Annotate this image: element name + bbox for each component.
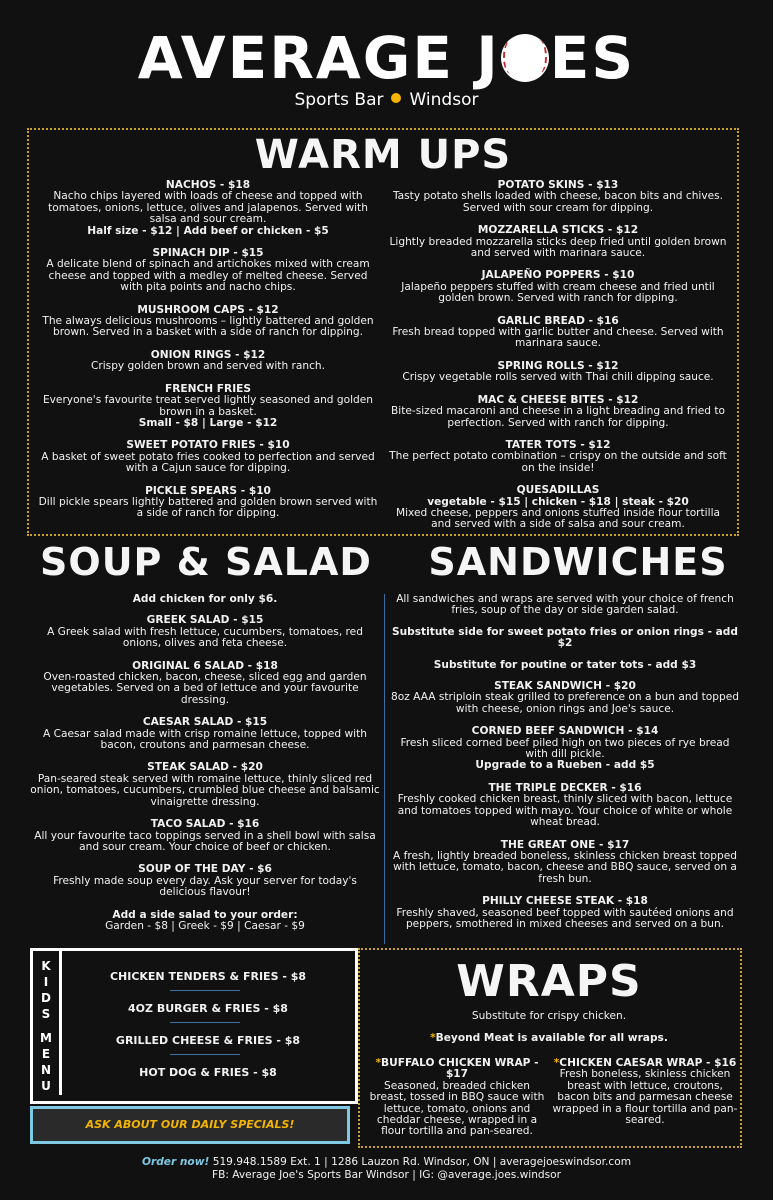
brand-text-end: ES: [549, 24, 636, 92]
kids-menu-letter: D: [41, 991, 51, 1005]
menu-item-description: Pan-seared steak served with romaine lettuce, thinly sliced red onion, tomatoes, cucumbers, crumbled blue cheese and balsamic vinaigrette dressing.: [30, 772, 380, 808]
footer-social: FB: Average Joe's Sports Bar Windsor | IG: @average.joes.windsor: [211, 1169, 561, 1181]
menu-item: [390, 783, 740, 829]
soup-salad-items: [30, 615, 380, 898]
footer-line-1: [0, 1156, 773, 1169]
wrap-description: Seasoned, breaded chicken breast, tossed in BBQ sauce with lettuce, tomato, onions and cheddar cheese, wrapped in a flour tortilla and pan-seared.: [369, 1079, 545, 1138]
kids-menu-letter: K: [41, 959, 51, 973]
menu-item-description: Freshly made soup every day. Ask your server for today's delicious flavour!: [53, 874, 357, 899]
footer: [0, 1156, 773, 1182]
kids-menu-letter: E: [41, 1047, 51, 1061]
menu-item-description: A fresh, lightly breaded boneless, skinless chicken breast topped with lettuce, tomato, bacon, cheese and BBQ sauce, served on a fresh bun.: [393, 849, 737, 885]
kids-menu-item: GRILLED CHEESE & FRIES - $8: [115, 1034, 301, 1047]
menu-item: [386, 440, 730, 474]
menu-item-name: POTATO SKINS - $13: [497, 179, 619, 191]
menu-item: [36, 305, 380, 339]
menu-item-name: JALAPEÑO POPPERS - $10: [481, 269, 635, 282]
menu-item-name: PHILLY CHEESE STEAK - $18: [482, 895, 648, 908]
soup-salad-note: Add chicken for only $6.: [132, 593, 278, 605]
menu-item: [36, 384, 380, 430]
menu-item-description: Nacho chips layered with loads of cheese and topped with tomatoes, onions, lettuce, olives and jalapenos. Served with salsa and sour cream.: [48, 190, 368, 226]
kids-menu-side-label: [33, 951, 62, 1095]
menu-item-description: The always delicious mushrooms – lightly battered and golden brown. Served in a basket with a side of ranch for dipping.: [42, 315, 374, 339]
menu-item-description: 8oz AAA striploin steak grilled to preference on a bun and topped with cheese, onion rings and Joe's sauce.: [391, 691, 739, 715]
star-icon: *: [375, 1057, 382, 1069]
menu-item: [386, 395, 730, 429]
menu-item: [386, 270, 730, 304]
menu-item-name: MOZZARELLA STICKS - $12: [477, 224, 639, 237]
menu-item-description: A Greek salad with fresh lettuce, cucumbers, tomatoes, red onions, olives and feta cheese.: [47, 625, 363, 650]
daily-specials-banner: ASK ABOUT OUR DAILY SPECIALS!: [30, 1106, 350, 1144]
menu-item: [30, 819, 380, 853]
subtitle-sports-bar: Sports Bar: [294, 90, 384, 110]
sandwiches-title: SANDWICHES: [428, 540, 728, 584]
menu-item: [390, 681, 740, 715]
sandwiches-substitute-2: Substitute for poutine or tater tots - add $3: [433, 658, 697, 671]
menu-item: [390, 726, 740, 772]
side-salad-title: Add a side salad to your order:: [112, 908, 298, 921]
menu-item-name: PICKLE SPEARS - $10: [145, 484, 271, 497]
menu-item-description: Freshly cooked chicken breast, thinly sliced with bacon, lettuce and tomatoes topped with mayo. Your choice of white or whole wheat bread.: [397, 793, 733, 829]
menu-item-description: Fresh sliced corned beef piled high on two pieces of rye bread with dill pickle.: [400, 736, 730, 761]
order-now-link[interactable]: Order now!: [141, 1156, 210, 1168]
kids-menu-item: 4OZ BURGER & FRIES - $8: [128, 1002, 288, 1015]
wrap-name-text: CHICKEN CAESAR WRAP - $16: [559, 1057, 737, 1069]
menu-item-description: A Caesar salad made with crisp romaine lettuce, topped with bacon, croutons and parmesan cheese.: [43, 727, 367, 752]
kids-menu-letter: U: [41, 1079, 51, 1093]
menu-item-description: Crispy golden brown and served with ranch.: [90, 360, 325, 373]
menu-item: [390, 840, 740, 886]
soup-salad-title: SOUP & SALAD: [40, 540, 372, 584]
kids-menu-item: CHICKEN TENDERS & FRIES - $8: [109, 970, 307, 983]
menu-item-name: QUESADILLAS: [516, 484, 600, 497]
menu-item-description: Mixed cheese, peppers and onions stuffed inside flour tortilla and served with a side of salsa and sour cream.: [395, 506, 721, 531]
menu-item-name: SPINACH DIP - $15: [152, 247, 264, 260]
star-icon: *: [430, 1032, 436, 1044]
sandwiches-substitute-1: Substitute side for sweet potato fries or onion rings - add $2: [392, 625, 738, 650]
menu-item-name: MUSHROOM CAPS - $12: [137, 303, 279, 316]
menu-item: [386, 361, 730, 384]
kids-menu-letter: I: [43, 975, 49, 989]
menu-item: [30, 661, 380, 707]
soup-salad-column: [30, 594, 380, 932]
menu-item-description: Dill pickle spears lightly battered and golden brown served with a side of ranch for dipping.: [38, 495, 378, 520]
subtitle-location: Windsor: [409, 90, 479, 110]
menu-item: [386, 225, 730, 259]
sandwiches-column: [390, 594, 740, 941]
wraps-substitute: Substitute for crispy chicken.: [471, 1010, 627, 1022]
menu-item-name: FRENCH FRIES: [164, 382, 252, 395]
kids-menu-separator: [170, 990, 240, 991]
wraps-beyond-text: Beyond Meat is available for all wraps.: [435, 1032, 668, 1044]
menu-item-options: Half size - $12 | Add beef or chicken - $5: [87, 224, 329, 237]
menu-item-name: SPRING ROLLS - $12: [497, 359, 619, 372]
menu-item: [36, 248, 380, 294]
menu-item-description: Bite-sized macaroni and cheese in a light breading and fried to perfection. Served with ranch for dipping.: [390, 405, 725, 429]
wraps-title: WRAPS: [456, 956, 642, 1007]
menu-item-options: Upgrade to a Rueben - add $5: [475, 759, 655, 772]
menu-item-name: CAESAR SALAD - $15: [142, 716, 268, 729]
menu-item: [386, 316, 730, 350]
warm-ups-right-column: [386, 180, 730, 542]
menu-item-name: NACHOS - $18: [165, 179, 251, 191]
menu-item-options: Small - $8 | Large - $12: [138, 416, 278, 429]
sandwiches-items: [390, 681, 740, 930]
menu-item: [36, 486, 380, 520]
menu-item-name: GARLIC BREAD - $16: [497, 314, 619, 327]
sandwiches-intro: All sandwiches and wraps are served with your choice of french fries, soup of the day or side garden salad.: [396, 593, 734, 617]
menu-item-name: STEAK SALAD - $20: [147, 761, 263, 774]
menu-item-options: vegetable - $15 | chicken - $18 | steak - $20: [427, 495, 689, 508]
wrap-item-buffalo: [364, 1058, 550, 1138]
menu-item: [36, 440, 380, 474]
wrap-item-caesar: [552, 1058, 738, 1126]
warm-ups-title: WARM UPS: [254, 132, 512, 178]
column-divider: [384, 594, 385, 944]
star-icon: *: [553, 1057, 560, 1069]
kids-menu-item: HOT DOG & FRIES - $8: [139, 1066, 277, 1079]
menu-item-name: TACO SALAD - $16: [150, 818, 260, 831]
menu-item: [36, 350, 380, 373]
menu-item: [386, 180, 730, 214]
menu-item-name: THE TRIPLE DECKER - $16: [488, 781, 642, 794]
menu-item-description: All your favourite taco toppings served in a shell bowl with salsa and sour cream. Your choice of beef or chicken.: [34, 829, 376, 853]
menu-item-description: Oven-roasted chicken, bacon, cheese, sliced egg and garden vegetables. Served on a bed of lettuce and your favourite dressing.: [43, 671, 367, 706]
baseball-icon: [501, 34, 549, 82]
menu-item: [30, 864, 380, 898]
menu-item-description: Lightly breaded mozzarella sticks deep fried until golden brown and served with marinara sauce.: [389, 235, 727, 260]
menu-item-name: THE GREAT ONE - $17: [500, 838, 630, 851]
menu-item-name: ORIGINAL 6 SALAD - $18: [132, 659, 278, 672]
menu-item-description: Everyone's favourite treat served lightly seasoned and golden brown in a basket.: [42, 394, 374, 418]
menu-item-description: Tasty potato shells loaded with cheese, bacon bits and chives. Served with sour cream for dipping.: [392, 190, 724, 214]
menu-item-name: TATER TOTS - $12: [505, 438, 611, 451]
wrap-name: [364, 1058, 550, 1081]
menu-item-description: The perfect potato combination – crispy on the outside and soft on the inside!: [389, 450, 727, 474]
menu-item-description: A delicate blend of spinach and artichokes mixed with cream cheese and topped with a medley of melted cheese. Served with pita points and nacho chips.: [46, 258, 370, 294]
menu-item-name: MAC & CHEESE BITES - $12: [477, 393, 639, 406]
wraps-beyond-meat: [360, 1032, 738, 1044]
warm-ups-left-column: [36, 180, 380, 531]
side-salad-options: Garden - $8 | Greek - $9 | Caesar - $9: [105, 919, 305, 932]
menu-item-description: Freshly shaved, seasoned beef topped with sautéed onions and peppers, smothered in mixed cheeses and served on a bun.: [396, 906, 734, 930]
menu-item: [30, 762, 380, 808]
dot-icon: [391, 93, 401, 103]
menu-item-description: Crispy vegetable rolls served with Thai chili dipping sauce.: [402, 371, 714, 384]
menu-item: [390, 896, 740, 930]
footer-contact: 519.948.1589 Ext. 1 | 1286 Lauzon Rd. Windsor, ON | averagejoeswindsor.com: [212, 1156, 632, 1168]
menu-item-name: ONION RINGS - $12: [150, 348, 266, 361]
menu-item-name: GREEK SALAD - $15: [146, 614, 264, 627]
menu-item: [30, 615, 380, 649]
menu-item-name: SOUP OF THE DAY - $6: [138, 863, 272, 876]
kids-menu-letter: N: [40, 1063, 52, 1077]
menu-item-name: STEAK SANDWICH - $20: [494, 680, 636, 693]
brand-subtitle: [0, 90, 773, 110]
menu-item: [386, 485, 730, 531]
kids-menu-separator: [170, 1022, 240, 1023]
brand-logo: [0, 26, 773, 90]
menu-item: [36, 180, 380, 237]
menu-item-description: Fresh bread topped with garlic butter and cheese. Served with marinara sauce.: [392, 326, 724, 350]
menu-item-name: CORNED BEEF SANDWICH - $14: [471, 725, 659, 738]
menu-item-description: A basket of sweet potato fries cooked to perfection and served with a Cajun sauce for dipping.: [41, 450, 375, 475]
kids-menu-letter: M: [40, 1031, 52, 1045]
menu-item: [30, 717, 380, 751]
menu-item-name: SWEET POTATO FRIES - $10: [126, 439, 290, 452]
menu-item-description: Jalapeño peppers stuffed with cream cheese and fried until golden brown. Served with ranch for dipping.: [401, 280, 715, 305]
wrap-name-text: BUFFALO CHICKEN WRAP - $17: [381, 1057, 539, 1081]
kids-menu-separator: [170, 1054, 240, 1055]
wrap-description: Fresh boneless, skinless chicken breast with lettuce, croutons, bacon bits and parmesan cheese wrapped in a flour tortilla and pan-seared.: [552, 1068, 738, 1127]
kids-menu-letter: S: [41, 1007, 51, 1021]
brand-text-start: AVERAGE J: [137, 24, 500, 92]
